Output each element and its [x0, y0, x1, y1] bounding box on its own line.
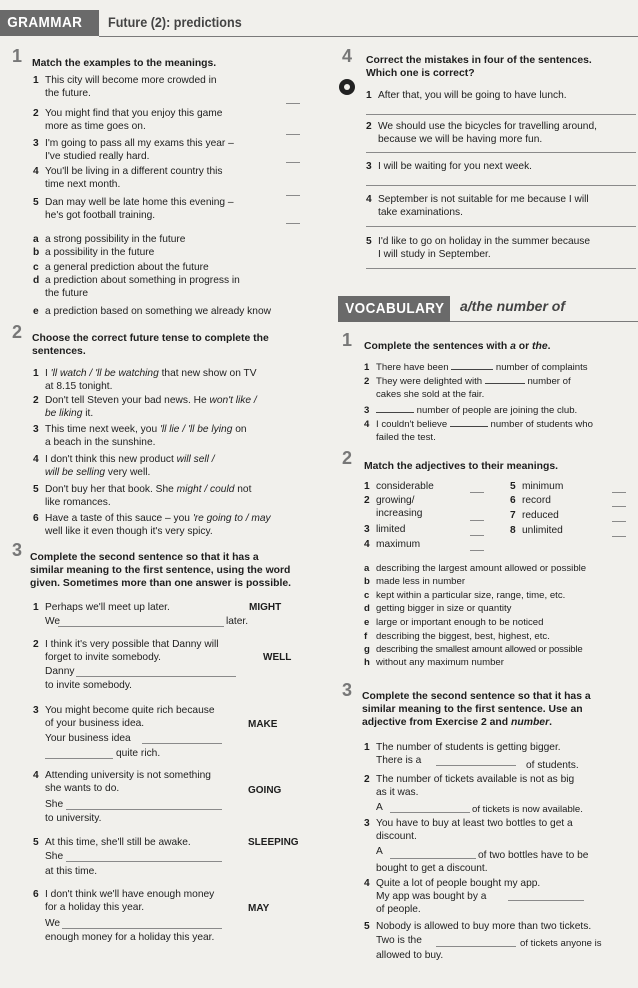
exercise-number: 1 [342, 330, 353, 350]
example-item: 3 I'm going to pass all my exams this year – I've studied really hard. [33, 138, 234, 162]
transform-answer-end: of students. [526, 760, 579, 771]
adjective-item: 8 unlimited [510, 525, 563, 536]
vocabulary-section-label [338, 296, 450, 322]
transform-answer: A [376, 846, 383, 857]
choice-item: 1 I 'll watch / 'll be watching that new show on TV at 8.15 tonight. [33, 368, 257, 392]
exercise-instruction: Correct the mistakes in four of the sentences. Which one is correct? [366, 55, 592, 79]
transform-answer-end: bought to get a discount. [376, 863, 488, 874]
header-rule [99, 36, 638, 37]
transform-answer-end: to university. [45, 813, 102, 824]
adjective-item: 4 maximum [364, 539, 421, 550]
answer-line[interactable] [366, 268, 636, 269]
choice-options[interactable]: will sell / [176, 454, 215, 465]
correction-item: 3 I will be waiting for you next week. [366, 161, 533, 172]
example-item: 1 This city will become more crowded in the future. [33, 75, 217, 99]
gap-item: 3 number of people are joining the club. [364, 405, 578, 416]
choice-options[interactable]: 're going to / may [192, 513, 271, 524]
transform-answer: Your business idea [45, 733, 131, 744]
keyword: WELL [263, 652, 292, 663]
gap-item: 2 They were delighted with number of cakes she sold at the fair. [364, 376, 571, 400]
meaning-item: c a general prediction about the future [33, 262, 209, 273]
choice-options[interactable]: 'll lie / 'll be lying [159, 424, 233, 435]
transform-item: 3 You might become quite rich because of your business idea. [33, 705, 215, 729]
keyword: MIGHT [249, 602, 282, 613]
answer-line[interactable] [366, 114, 636, 115]
meaning-item: d a prediction about something in progress in the future [33, 275, 240, 299]
transform-answer-end: of people. [376, 904, 421, 915]
exercise-instruction: Match the adjectives to their meanings. [364, 461, 559, 472]
answer-line[interactable] [390, 812, 470, 813]
grammar-header [0, 4, 638, 34]
answer-line[interactable] [366, 152, 636, 153]
correction-item: 4 September is not suitable for me because I will take examinations. [366, 194, 589, 218]
transform-answer-end: at this time. [45, 866, 98, 877]
meaning-item: a a strong possibility in the future [33, 234, 186, 245]
choice-options[interactable]: might / could [176, 484, 235, 495]
transform-item: 5 Nobody is allowed to buy more than two tickets. [364, 921, 592, 932]
exercise-instruction: Complete the second sentence so that it has a similar meaning to the first sentence. Use an adjective from Exercise 2 and number. [362, 691, 591, 728]
exercise-number: 1 [12, 46, 23, 66]
vocabulary-title: a/the number of [460, 298, 566, 314]
transform-item: 3 You have to buy at least two bottles to get a discount. [364, 818, 573, 842]
transform-item: 1 Perhaps we'll meet up later. [33, 602, 170, 613]
adjective-meaning: c kept within a particular size, range, time, etc. [364, 590, 566, 601]
answer-line[interactable] [612, 521, 626, 522]
exercise-number: 2 [342, 448, 353, 468]
transform-answer: We [45, 616, 61, 627]
choice-options[interactable]: 'll watch / 'll be watching [50, 368, 159, 379]
answer-line[interactable] [612, 536, 626, 537]
transform-answer-end: later. [226, 616, 249, 627]
answer-line[interactable] [286, 195, 300, 196]
choice-item: 2 Don't tell Steven your bad news. He won't like / be liking it. [33, 395, 257, 419]
transform-answer: She [45, 799, 64, 810]
meaning-item: e a prediction based on something we already know [33, 306, 271, 317]
transform-item: 1 The number of students is getting bigger. There is a [364, 742, 561, 766]
meaning-item: b a possibility in the future [33, 247, 155, 258]
answer-line[interactable] [66, 809, 222, 810]
transform-answer-end: of tickets is now available. [472, 804, 583, 815]
answer-line[interactable] [58, 626, 224, 627]
answer-line[interactable] [508, 900, 584, 901]
adjective-item: 1 considerable [364, 481, 434, 492]
transform-answer: Danny [45, 666, 75, 677]
transform-item: 4 Attending university is not something she wants to do. [33, 770, 211, 794]
gap-blank[interactable] [450, 417, 488, 427]
answer-line[interactable] [470, 492, 484, 493]
correction-item: 2 We should use the bicycles for travelling around, because we will be having more fun. [366, 121, 597, 145]
keyword: GOING [248, 785, 282, 796]
transform-answer-end: of tickets anyone is [520, 938, 602, 949]
exercise-instruction: Match the examples to the meanings. [32, 58, 217, 69]
transform-item: 5 At this time, she'll still be awake. [33, 837, 191, 848]
transform-answer-end: of two bottles have to be [478, 850, 589, 861]
choice-item: 4 I don't think this new product will sell / will be selling very well. [33, 454, 215, 478]
exercise-number: 3 [342, 680, 353, 700]
adjective-meaning: d getting bigger in size or quantity [364, 603, 512, 614]
answer-line[interactable] [366, 185, 636, 186]
correction-item: 1 After that, you will be going to have lunch. [366, 90, 567, 101]
exercise-instruction: Choose the correct future tense to complete the sentences. [32, 333, 269, 357]
adjective-item: 6 record [510, 495, 551, 506]
keyword: MAKE [248, 719, 278, 730]
choice-item: 6 Have a taste of this sauce – you 're going to / may well like it even though it's very spicy. [33, 513, 271, 537]
vocabulary-rule [450, 321, 638, 322]
exercise-number: 4 [342, 46, 353, 66]
adjective-meaning: b made less in number [364, 576, 466, 587]
keyword: SLEEPING [248, 837, 299, 848]
exercise-number: 3 [12, 540, 23, 560]
transform-item: 6 I don't think we'll have enough money for a holiday this year. [33, 889, 215, 913]
adjective-meaning: f describing the biggest, best, highest, etc. [364, 631, 550, 642]
adjective-meaning: g describing the smallest amount allowed or possible [364, 644, 583, 655]
transform-answer: We [45, 918, 61, 929]
keyword: MAY [248, 903, 270, 914]
vocabulary-label-text: VOCABULARY [345, 300, 445, 317]
answer-line[interactable] [436, 765, 516, 766]
transform-answer-end: to invite somebody. [45, 680, 133, 691]
answer-line[interactable] [390, 858, 476, 859]
answer-line[interactable] [76, 676, 236, 677]
answer-line[interactable] [366, 226, 636, 227]
adjective-item: 2 growing/ increasing [364, 495, 423, 519]
transform-answer-end: enough money for a holiday this year. [45, 932, 215, 943]
answer-line[interactable] [286, 103, 300, 104]
audio-disc-icon [339, 79, 355, 95]
answer-line[interactable] [470, 550, 484, 551]
answer-line[interactable] [470, 520, 484, 521]
transform-item: 2 The number of tickets available is not as big as it was. [364, 774, 575, 798]
grammar-section-label [0, 10, 99, 36]
adjective-item: 7 reduced [510, 510, 559, 521]
example-item: 2 You might find that you enjoy this game more as time goes on. [33, 108, 223, 132]
page-title: Future (2): predictions [108, 14, 242, 30]
answer-line[interactable] [612, 492, 626, 493]
transform-answer-end: quite rich. [116, 748, 161, 759]
example-item: 4 You'll be living in a different country this time next month. [33, 166, 223, 190]
transform-item: 2 I think it's very possible that Danny will forget to invite somebody. [33, 639, 219, 663]
transform-item: 4 Quite a lot of people bought my app. My app was bought by a [364, 878, 541, 902]
correction-item: 5 I'd like to go on holiday in the summer because I will study in September. [366, 236, 591, 260]
example-item: 5 Dan may well be late home this evening – he's got football training. [33, 197, 234, 221]
exercise-instruction: Complete the second sentence so that it has a similar meaning to the first sentence, using the word given. Sometimes more than one answer is possible. [30, 552, 291, 589]
answer-line[interactable] [66, 861, 222, 862]
exercise-number: 2 [12, 322, 23, 342]
gap-blank[interactable] [376, 403, 414, 413]
answer-line[interactable] [436, 946, 516, 947]
exercise-instruction: Complete the sentences with a or the. [364, 341, 551, 352]
answer-line[interactable] [470, 535, 484, 536]
answer-line[interactable] [286, 223, 300, 224]
answer-line[interactable] [45, 758, 113, 759]
gap-item: 4 I couldn't believe number of students who failed the test. [364, 419, 593, 443]
adjective-meaning: e large or important enough to be noticed [364, 617, 544, 628]
answer-line[interactable] [612, 506, 626, 507]
grammar-label-text: GRAMMAR [7, 14, 83, 31]
adjective-meaning: h without any maximum number [364, 657, 504, 668]
transform-answer: Two is the [376, 935, 422, 946]
transform-answer-end: allowed to buy. [376, 950, 444, 961]
answer-line[interactable] [142, 743, 222, 744]
transform-answer: A [376, 802, 383, 813]
transform-answer: She [45, 851, 64, 862]
choice-item: 3 This time next week, you 'll lie / 'll be lying on a beach in the sunshine. [33, 424, 247, 448]
vocabulary-header [338, 296, 638, 326]
adjective-meaning: a describing the largest amount allowed or possible [364, 563, 587, 574]
adjective-item: 3 limited [364, 524, 406, 535]
answer-line[interactable] [286, 134, 300, 135]
choice-item: 5 Don't buy her that book. She might / could not like romances. [33, 484, 252, 508]
adjective-item: 5 minimum [510, 481, 564, 492]
answer-line[interactable] [286, 162, 300, 163]
choice-options[interactable]: won't like / [209, 395, 257, 406]
gap-blank[interactable] [451, 360, 493, 370]
answer-line[interactable] [62, 928, 222, 929]
gap-item: 1 There have been number of complaints [364, 362, 588, 373]
gap-blank[interactable] [485, 374, 525, 384]
